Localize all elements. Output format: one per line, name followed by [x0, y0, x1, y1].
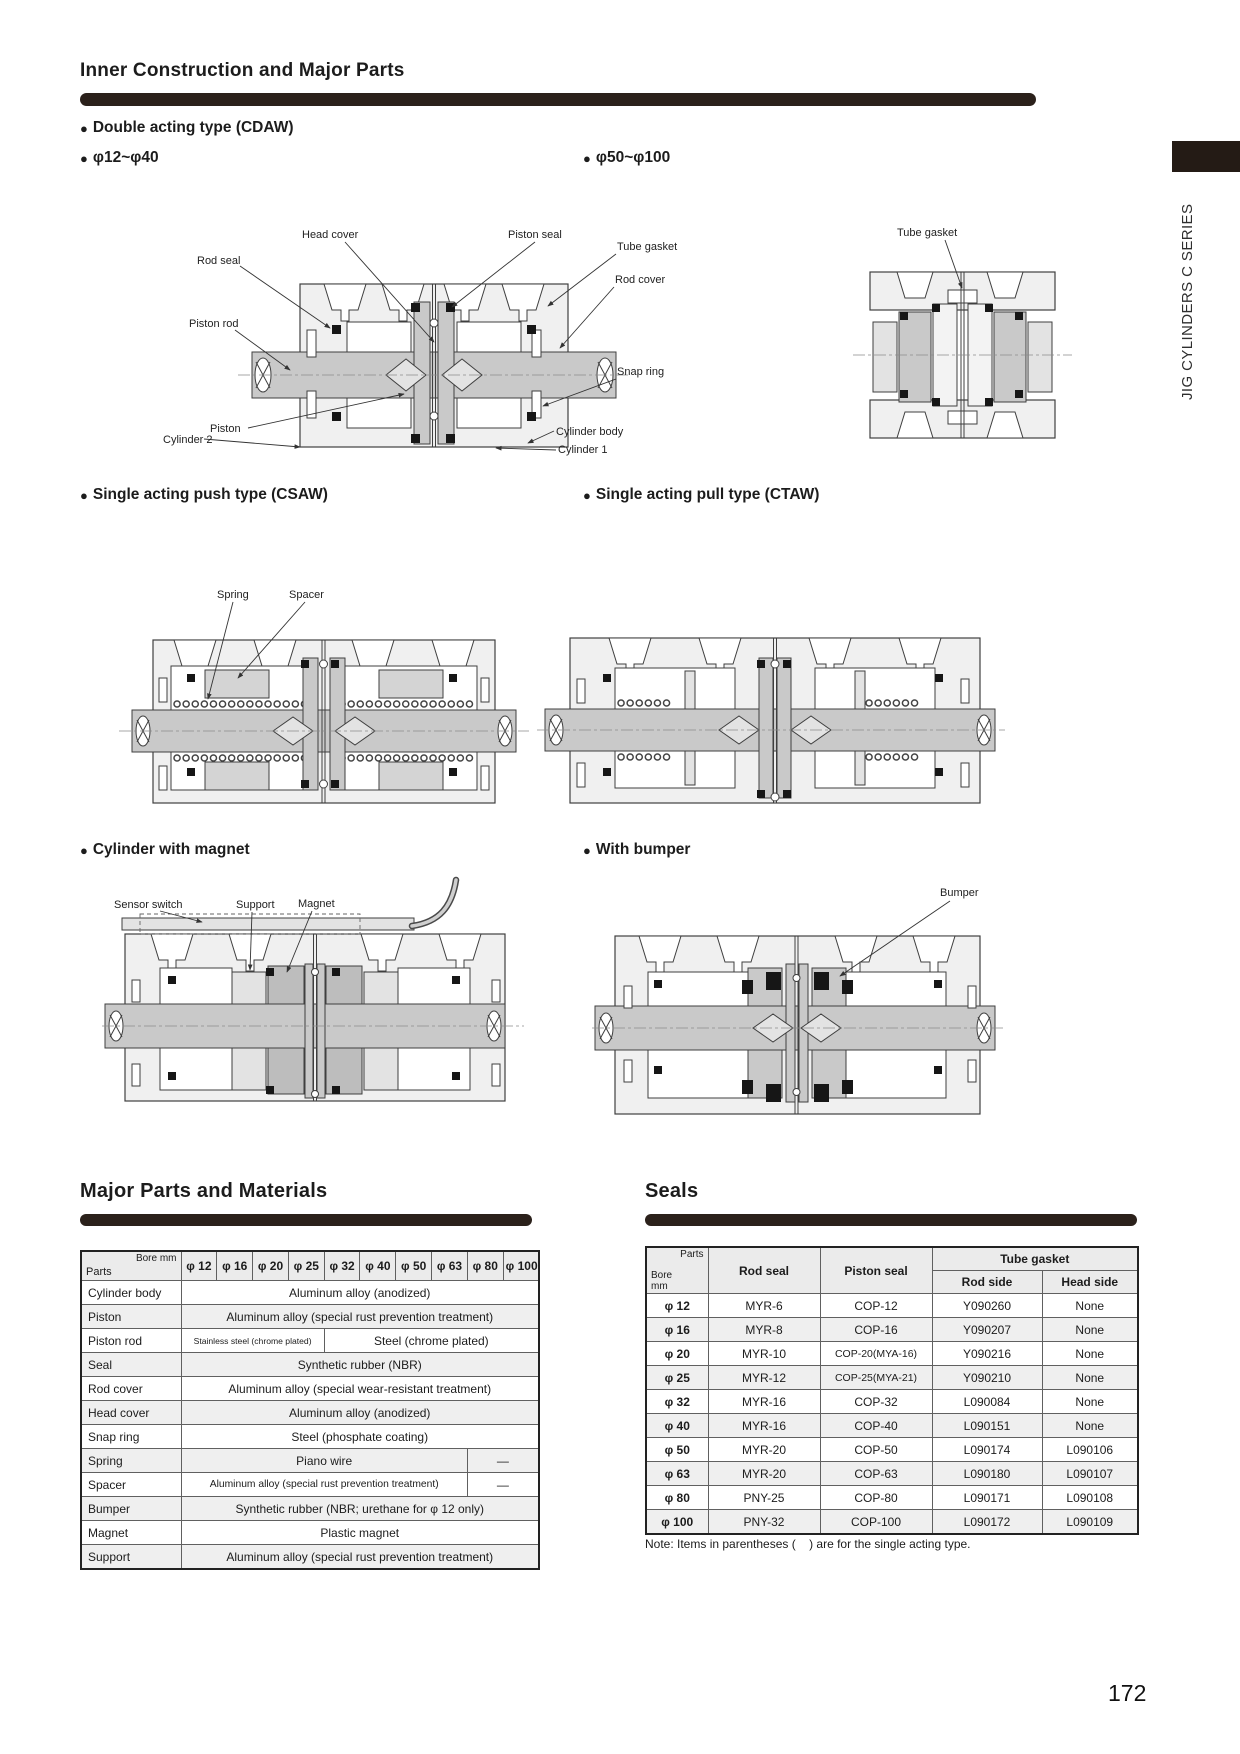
seals-bore-cell: φ 25: [646, 1366, 708, 1390]
table-row: [646, 1390, 1138, 1414]
table-row: [646, 1486, 1138, 1510]
seals-header-piston-seal: Piston seal: [820, 1247, 932, 1294]
seals-header-rod-side: Rod side: [932, 1271, 1042, 1294]
section-double-acting: [80, 119, 294, 137]
table-row: [81, 1473, 539, 1497]
seals-header-rod-seal: Rod seal: [708, 1247, 820, 1294]
materials-value-cell: Plastic magnet: [181, 1521, 539, 1545]
bullet-icon: ●: [80, 842, 88, 858]
label-piston-seal: Piston seal: [508, 229, 562, 241]
section-label: Cylinder with magnet: [92, 841, 250, 858]
materials-part-cell: Seal: [81, 1353, 181, 1377]
seals-value-cell: COP-100: [820, 1510, 932, 1535]
seals-value-cell: None: [1042, 1318, 1138, 1342]
series-side-label: JIG CYLINDERS C SERIES: [1179, 203, 1196, 400]
bore-range-small: [80, 149, 159, 167]
bore-range-label: φ50~φ100: [595, 149, 671, 166]
bullet-icon: ●: [583, 150, 591, 166]
label-spring: Spring: [217, 589, 249, 601]
materials-bore-header: φ 25: [288, 1251, 324, 1281]
seals-value-cell: MYR-6: [708, 1294, 820, 1318]
seals-value-cell: COP-32: [820, 1390, 932, 1414]
with-bumper-diagram: [590, 876, 1010, 1126]
table-row: [646, 1462, 1138, 1486]
seals-value-cell: MYR-10: [708, 1342, 820, 1366]
seals-title: Seals: [645, 1180, 699, 1202]
materials-part-cell: Spacer: [81, 1473, 181, 1497]
label-cylinder-1: Cylinder 1: [558, 444, 608, 456]
label-tube-gasket: Tube gasket: [897, 227, 958, 239]
label-cylinder-body: Cylinder body: [556, 426, 624, 438]
seals-rule-bar: [645, 1214, 1137, 1226]
materials-value-cell: Stainless steel (chrome plated): [181, 1329, 324, 1353]
seals-bore-cell: φ 63: [646, 1462, 708, 1486]
seals-bore-cell: φ 80: [646, 1486, 708, 1510]
seals-value-cell: PNY-25: [708, 1486, 820, 1510]
table-row: [646, 1510, 1138, 1535]
seals-value-cell: COP-16: [820, 1318, 932, 1342]
seals-value-cell: L090180: [932, 1462, 1042, 1486]
seals-value-cell: None: [1042, 1414, 1138, 1438]
materials-part-cell: Rod cover: [81, 1377, 181, 1401]
materials-part-cell: Bumper: [81, 1497, 181, 1521]
double-acting-small-bore-diagram: [140, 192, 700, 462]
seals-value-cell: None: [1042, 1366, 1138, 1390]
table-row: [81, 1449, 539, 1473]
seals-value-cell: MYR-8: [708, 1318, 820, 1342]
cylinder-cross-section: [238, 284, 630, 447]
materials-value-cell: Aluminum alloy (special rust prevention treatment): [181, 1545, 539, 1570]
bullet-icon: ●: [80, 150, 88, 166]
bullet-icon: ●: [583, 487, 591, 503]
bullet-icon: ●: [80, 120, 88, 136]
materials-value-cell: Aluminum alloy (anodized): [181, 1281, 539, 1305]
materials-corner-cell: [81, 1251, 181, 1281]
table-row: [81, 1329, 539, 1353]
table-row: [81, 1305, 539, 1329]
label-rod-cover: Rod cover: [615, 274, 666, 286]
table-row: [81, 1353, 539, 1377]
materials-part-cell: Support: [81, 1545, 181, 1570]
materials-bore-header: φ 100: [503, 1251, 539, 1281]
materials-bore-header: φ 63: [432, 1251, 468, 1281]
table-row: [646, 1414, 1138, 1438]
table-row: [646, 1318, 1138, 1342]
double-acting-large-bore-diagram: [845, 192, 1080, 462]
seals-value-cell: L090084: [932, 1390, 1042, 1414]
seals-table: [645, 1246, 1139, 1535]
label-support: Support: [236, 899, 275, 911]
materials-bore-header: φ 20: [253, 1251, 289, 1281]
table-row: [81, 1281, 539, 1305]
materials-part-cell: Magnet: [81, 1521, 181, 1545]
materials-value-cell: Synthetic rubber (NBR): [181, 1353, 539, 1377]
seals-value-cell: Y090216: [932, 1342, 1042, 1366]
section-push: [80, 486, 328, 504]
seals-value-cell: COP-80: [820, 1486, 932, 1510]
cylinder-cross-section: [853, 272, 1072, 438]
materials-rule-bar: [80, 1214, 532, 1226]
seals-bore-cell: φ 40: [646, 1414, 708, 1438]
seals-value-cell: L090107: [1042, 1462, 1138, 1486]
bullet-icon: ●: [80, 487, 88, 503]
corner-bore-label: Bore mm: [135, 1253, 177, 1264]
bullet-icon: ●: [583, 842, 591, 858]
seals-value-cell: L090108: [1042, 1486, 1138, 1510]
bore-range-label: φ12~φ40: [92, 149, 159, 166]
materials-bore-header: φ 40: [360, 1251, 396, 1281]
label-magnet: Magnet: [298, 898, 335, 910]
seals-value-cell: L090172: [932, 1510, 1042, 1535]
table-row: [646, 1342, 1138, 1366]
materials-bore-header: φ 32: [324, 1251, 360, 1281]
label-piston: Piston: [210, 423, 241, 435]
table-row: [81, 1545, 539, 1570]
section-label: Single acting pull type (CTAW): [595, 486, 820, 503]
materials-value-cell: Aluminum alloy (special wear-resistant treatment): [181, 1377, 539, 1401]
seals-bore-cell: φ 32: [646, 1390, 708, 1414]
seals-value-cell: None: [1042, 1390, 1138, 1414]
seals-value-cell: COP-40: [820, 1414, 932, 1438]
seals-note: Note: Items in parentheses ( ) are for the single acting type.: [645, 1537, 971, 1551]
seals-bore-cell: φ 12: [646, 1294, 708, 1318]
corner-bore-line: mm: [651, 1280, 668, 1292]
label-sensor-switch: Sensor switch: [114, 899, 183, 911]
cylinder-cross-section: [119, 640, 529, 803]
seals-value-cell: COP-12: [820, 1294, 932, 1318]
seals-value-cell: COP-25(MYA-21): [820, 1366, 932, 1390]
corner-parts-label: Parts: [86, 1266, 112, 1279]
label-cylinder-2: Cylinder 2: [163, 434, 213, 446]
section-bumper: [583, 841, 690, 859]
table-row: [646, 1294, 1138, 1318]
page-number: 172: [1108, 1680, 1147, 1706]
label-rod-seal: Rod seal: [197, 255, 241, 267]
cylinder-cross-section: [102, 934, 524, 1101]
seals-value-cell: L090106: [1042, 1438, 1138, 1462]
materials-value-cell: Piano wire: [181, 1449, 467, 1473]
seals-value-cell: L090109: [1042, 1510, 1138, 1535]
seals-bore-cell: φ 20: [646, 1342, 708, 1366]
page-title: Inner Construction and Major Parts: [80, 60, 405, 81]
materials-part-cell: Head cover: [81, 1401, 181, 1425]
seals-value-cell: L090174: [932, 1438, 1042, 1462]
cylinder-with-magnet-diagram: [100, 876, 530, 1126]
section-magnet: [80, 841, 250, 859]
materials-part-cell: Spring: [81, 1449, 181, 1473]
materials-part-cell: Cylinder body: [81, 1281, 181, 1305]
seals-bore-cell: φ 16: [646, 1318, 708, 1342]
section-pull: [583, 486, 819, 504]
label-snap-ring: Snap ring: [617, 366, 665, 378]
seals-value-cell: None: [1042, 1294, 1138, 1318]
seals-header-head-side: Head side: [1042, 1271, 1138, 1294]
table-row: [81, 1377, 539, 1401]
materials-bore-header: φ 16: [217, 1251, 253, 1281]
materials-title: Major Parts and Materials: [80, 1180, 328, 1202]
seals-value-cell: MYR-16: [708, 1414, 820, 1438]
materials-value-cell: Aluminum alloy (special rust prevention treatment): [181, 1305, 539, 1329]
seals-value-cell: MYR-20: [708, 1462, 820, 1486]
seals-value-cell: Y090207: [932, 1318, 1042, 1342]
materials-part-cell: Piston rod: [81, 1329, 181, 1353]
materials-bore-header: φ 50: [396, 1251, 432, 1281]
seals-value-cell: COP-50: [820, 1438, 932, 1462]
label-spacer: Spacer: [289, 589, 324, 601]
materials-value-cell: Synthetic rubber (NBR; urethane for φ 12 only): [181, 1497, 539, 1521]
seals-bore-cell: φ 50: [646, 1438, 708, 1462]
materials-part-cell: Snap ring: [81, 1425, 181, 1449]
table-row: [646, 1438, 1138, 1462]
corner-bore-line: Bore: [651, 1270, 673, 1281]
bore-range-large: [583, 149, 670, 167]
label-piston-rod: Piston rod: [189, 318, 239, 330]
corner-parts-label: Parts: [680, 1249, 704, 1260]
title-rule-bar: [80, 93, 1036, 106]
materials-bore-header: φ 12: [181, 1251, 217, 1281]
section-label: Double acting type (CDAW): [92, 119, 294, 136]
table-row: [81, 1401, 539, 1425]
materials-value-cell: Steel (phosphate coating): [181, 1425, 539, 1449]
table-row: [81, 1425, 539, 1449]
seals-value-cell: MYR-12: [708, 1366, 820, 1390]
seals-value-cell: PNY-32: [708, 1510, 820, 1535]
seals-value-cell: L090151: [932, 1414, 1042, 1438]
cylinder-cross-section: [592, 936, 1006, 1114]
seals-value-cell: COP-63: [820, 1462, 932, 1486]
seals-value-cell: Y090210: [932, 1366, 1042, 1390]
seals-value-cell: COP-20(MYA-16): [820, 1342, 932, 1366]
table-row: [646, 1366, 1138, 1390]
materials-value-cell: —: [467, 1449, 539, 1473]
corner-bore-label: [651, 1271, 672, 1292]
label-bumper: Bumper: [940, 887, 979, 899]
seals-header-tube-gasket: Tube gasket: [932, 1247, 1138, 1271]
section-label: With bumper: [595, 841, 691, 858]
materials-value-cell: Aluminum alloy (anodized): [181, 1401, 539, 1425]
single-acting-pull-diagram: [535, 553, 1010, 818]
seals-value-cell: MYR-16: [708, 1390, 820, 1414]
materials-bore-header: φ 80: [467, 1251, 503, 1281]
seals-value-cell: Y090260: [932, 1294, 1042, 1318]
seals-value-cell: None: [1042, 1342, 1138, 1366]
label-tube-gasket: Tube gasket: [617, 241, 678, 253]
single-acting-push-diagram: [105, 518, 535, 818]
seals-bore-cell: φ 100: [646, 1510, 708, 1535]
table-row: [81, 1497, 539, 1521]
cylinder-cross-section: [537, 638, 1005, 803]
seals-value-cell: MYR-20: [708, 1438, 820, 1462]
materials-part-cell: Piston: [81, 1305, 181, 1329]
materials-value-cell: Steel (chrome plated): [324, 1329, 539, 1353]
materials-value-cell: —: [467, 1473, 539, 1497]
label-head-cover: Head cover: [302, 229, 359, 241]
table-row: [81, 1521, 539, 1545]
seals-corner-cell: [646, 1247, 708, 1294]
seals-value-cell: L090171: [932, 1486, 1042, 1510]
materials-value-cell: Aluminum alloy (special rust prevention treatment): [181, 1473, 467, 1497]
section-label: Single acting push type (CSAW): [92, 486, 328, 503]
materials-table: [80, 1250, 540, 1570]
